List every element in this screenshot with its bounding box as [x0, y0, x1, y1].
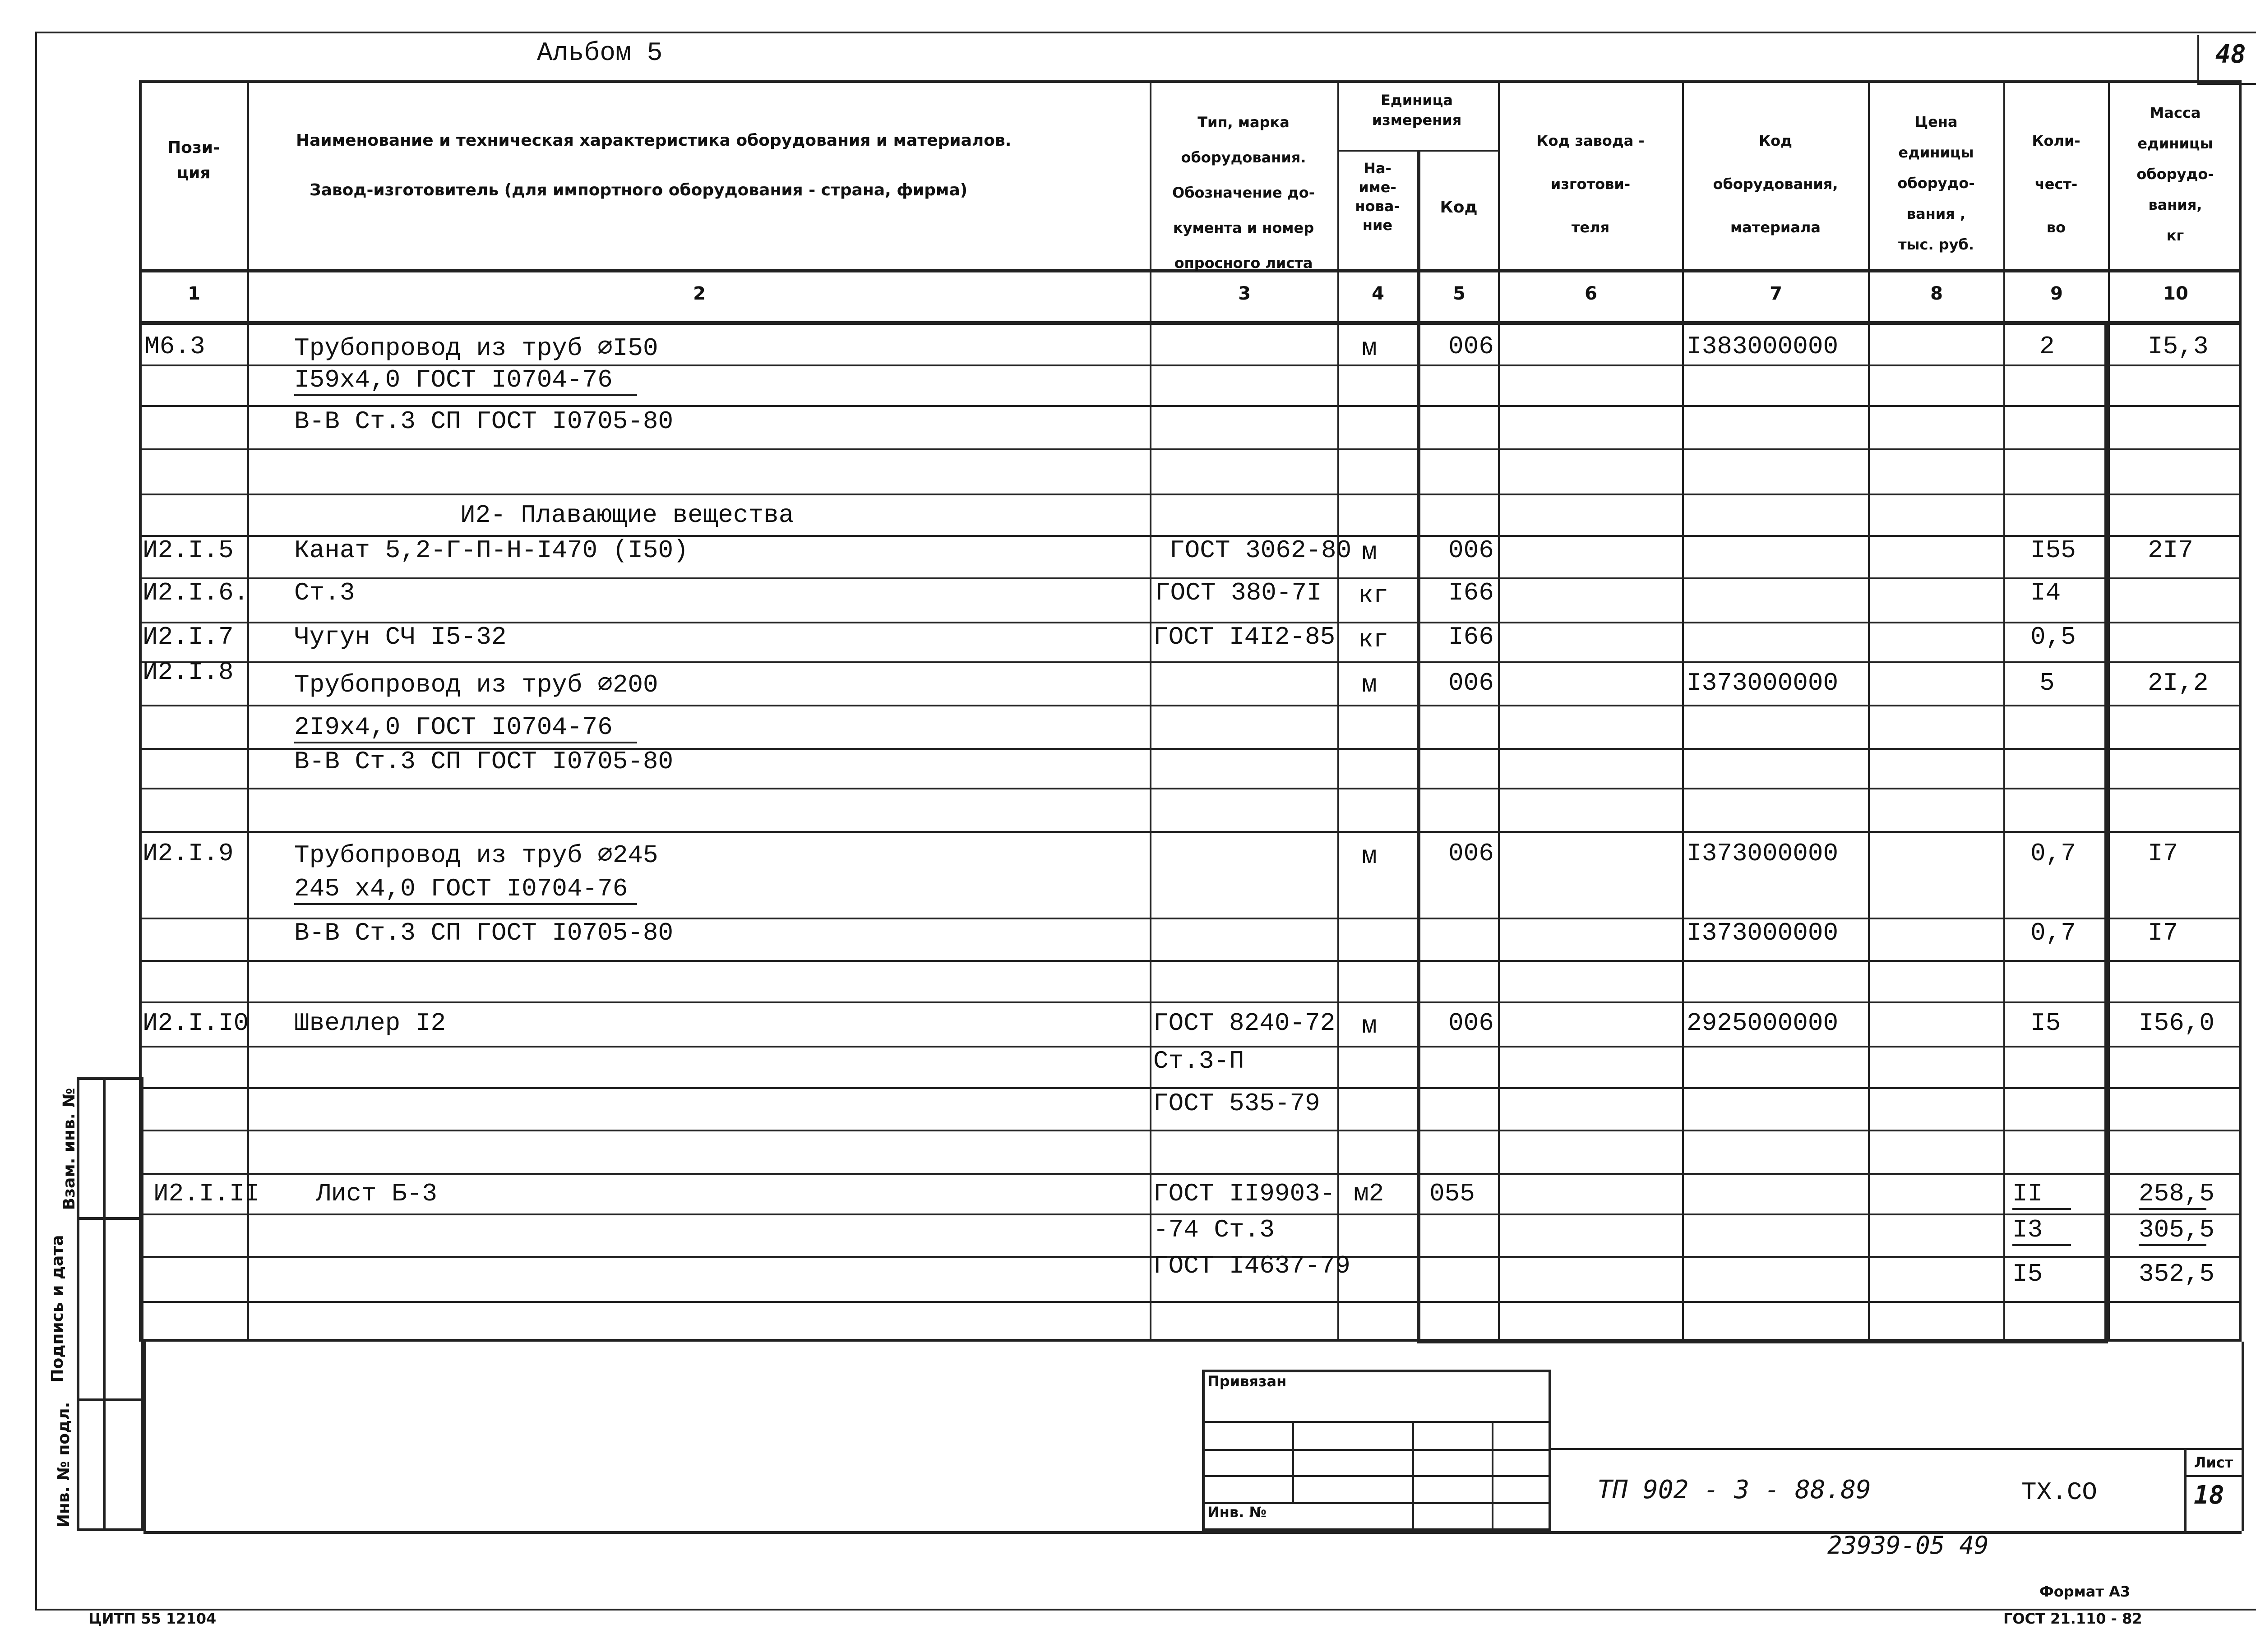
header-unit: Единица измерения: [1372, 92, 1462, 129]
cell-name: Чугун СЧ I5-32: [294, 623, 507, 651]
col-line-6: [1682, 80, 1684, 1342]
cell-name: Трубопровод из труб ⌀245: [294, 841, 658, 870]
col-line-4: [1417, 150, 1420, 1342]
colnum-5: 5: [1453, 283, 1465, 304]
cell-unit: м: [1362, 538, 1377, 567]
colnum-7: 7: [1770, 283, 1782, 304]
cell-document: ГОСТ 380-7I: [1155, 578, 1322, 607]
row-line: [139, 1173, 2242, 1175]
header-col5: Код: [1440, 198, 1478, 217]
cell-position: М6.3: [144, 332, 205, 361]
header-col4-line: На-: [1364, 160, 1392, 177]
cell-unit: м: [1362, 670, 1377, 699]
cell-mass: 305,5: [2139, 1215, 2206, 1246]
cell-name: В-В Ст.3 СП ГОСТ I0705-80: [294, 747, 674, 776]
stamp-vline: [1412, 1421, 1414, 1531]
cell-document: ГОСТ I4I2-85: [1153, 623, 1336, 651]
colnum-2: 2: [693, 283, 706, 304]
header-col6-line: Код завода -: [1536, 132, 1645, 149]
cell-mass: I5,3: [2148, 332, 2209, 361]
header-col2-line1: Наименование и техническая характеристика оборудования и материалов.: [296, 131, 1012, 150]
cell-document: Ст.3-П: [1153, 1047, 1244, 1075]
cell-unit-code: I66: [1448, 623, 1494, 651]
inv-no-label: Инв. №: [1207, 1504, 1267, 1521]
cell-quantity: I55: [2030, 536, 2076, 565]
list-number: 18: [2194, 1481, 2224, 1510]
header-col3-line: Обозначение до-: [1172, 184, 1315, 201]
cell-quantity: I4: [2030, 578, 2061, 607]
header-col4-line: нова-: [1355, 198, 1400, 215]
album-label: Альбом 5: [537, 39, 663, 68]
citp-label: ЦИТП 55 12104: [88, 1610, 217, 1627]
cell-name: Канат 5,2-Г-П-Н-I470 (I50): [294, 536, 689, 565]
privyazan-label: Привязан: [1207, 1373, 1287, 1390]
header-col7: [1684, 119, 1867, 249]
cell-unit-code: 006: [1448, 332, 1494, 361]
header-col7-line: материала: [1730, 219, 1821, 236]
cell-name: В-В Ст.3 СП ГОСТ I0705-80: [294, 407, 674, 436]
header-col10-line: Масса: [2150, 104, 2201, 121]
header-col8-line: вания ,: [1906, 205, 1966, 222]
header-col3-line: оборудования.: [1181, 149, 1306, 166]
row-line: [139, 831, 2242, 833]
colnum-8: 8: [1930, 283, 1943, 304]
cell-unit-code: 006: [1448, 536, 1494, 565]
header-col3: [1151, 105, 1336, 281]
cell-document: ГОСТ 535-79: [1153, 1089, 1320, 1118]
cell-quantity: 2: [2039, 332, 2055, 361]
colnum-10: 10: [2163, 283, 2188, 304]
cell-quantity: 0,7: [2030, 918, 2076, 947]
cell-material-code: I373000000: [1687, 918, 1839, 947]
stamp-vline: [1492, 1421, 1493, 1531]
handwritten-number: 23939-05 49: [1827, 1531, 1989, 1560]
cell-mass: I56,0: [2139, 1009, 2215, 1038]
cell-unit-code: 055: [1429, 1179, 1475, 1208]
cell-quantity: 0,7: [2030, 839, 2076, 868]
header-col8-line: Цена: [1914, 113, 1958, 130]
cell-quantity: I5: [2030, 1009, 2061, 1038]
cell-unit-code: 006: [1448, 1009, 1494, 1038]
cell-position: И2.I.6.: [143, 578, 249, 607]
cell-name: Лист Б-3: [316, 1179, 437, 1208]
colnum-1: 1: [188, 283, 200, 304]
cell-document: ГОСТ 3062-80: [1170, 536, 1352, 565]
col-line-9: [2108, 80, 2110, 1342]
col-line-1: [247, 80, 249, 1342]
cell-quantity: II: [2012, 1179, 2071, 1210]
binding-strip: [77, 1077, 143, 1531]
cell-unit: м2: [1354, 1179, 1384, 1208]
binding-strip-divider: [77, 1398, 143, 1401]
cell-position: И2.I.7: [143, 623, 234, 651]
header-col3-line: Тип, марка: [1197, 114, 1290, 131]
cell-name: I59х4,0 ГОСТ I0704-76: [294, 365, 637, 396]
page-corner-number: 48: [2215, 40, 2246, 69]
header-col1-line: ция: [176, 164, 211, 182]
header-col6: [1500, 119, 1681, 249]
header-col4-line: име-: [1359, 179, 1396, 196]
colnum-6: 6: [1585, 283, 1597, 304]
cell-unit-code: I66: [1448, 578, 1494, 607]
cell-unit-code: 006: [1448, 839, 1494, 868]
header-col2-line2: Завод-изготовитель (для импортного оборудования - страна, фирма): [310, 181, 968, 199]
format-label: Формат А3: [2039, 1583, 2131, 1600]
col-line-5: [1498, 80, 1500, 1342]
header-col1: [140, 135, 247, 186]
bottom-frame-right: [2242, 1342, 2244, 1531]
row-line: [139, 1001, 2242, 1003]
title-block-top: [1551, 1448, 2242, 1450]
cell-document: -74 Ст.3: [1153, 1215, 1275, 1244]
row-line: [139, 960, 2242, 962]
cell-material-code: 2925000000: [1687, 1009, 1839, 1038]
cell-position: И2.I.8: [143, 658, 234, 687]
side-label-vzam: Взам. инв. №: [60, 1088, 79, 1210]
cell-material-code: I373000000: [1687, 839, 1839, 868]
cell-position: И2.I.5: [143, 536, 234, 565]
document-mark: ТХ.СО: [2021, 1478, 2098, 1507]
header-col4-line: ние: [1362, 217, 1393, 234]
row-line: [139, 494, 2242, 495]
header-col8-line: тыс. руб.: [1898, 236, 1974, 253]
cell-document: ГОСТ 8240-72: [1153, 1009, 1336, 1038]
header-col4: [1339, 159, 1416, 235]
cell-name: Швеллер I2: [294, 1009, 446, 1038]
section-heading: И2- Плавающие вещества: [460, 501, 794, 530]
row-line: [139, 1130, 2242, 1131]
col-line-8: [2003, 80, 2005, 1342]
bottom-frame-left: [143, 1342, 146, 1531]
header-col8-line: единицы: [1898, 144, 1974, 161]
side-label-podpis: Подпись и дата: [48, 1235, 67, 1383]
cell-unit: кг: [1358, 625, 1389, 654]
cell-mass: I7: [2148, 918, 2178, 947]
stamp-line: [1202, 1421, 1551, 1423]
header-col6-line: теля: [1571, 219, 1610, 236]
stamp-vline: [1292, 1421, 1294, 1502]
list-label: Лист: [2194, 1454, 2233, 1471]
header-col8: [1870, 106, 2002, 260]
colnum-3: 3: [1238, 283, 1251, 304]
cell-mass: 2I,2: [2148, 669, 2209, 697]
cell-mass: 352,5: [2139, 1260, 2215, 1288]
bold-block-bottom: [1417, 1340, 2108, 1343]
binding-strip-split: [103, 1077, 106, 1531]
row-line: [139, 788, 2242, 789]
colnum-9: 9: [2050, 283, 2063, 304]
document-code: ТП 902 - 3 - 88.89: [1597, 1475, 1871, 1504]
cell-name: Трубопровод из труб ⌀I50: [294, 334, 658, 363]
cell-name: 245 х4,0 ГОСТ I0704-76: [294, 874, 637, 905]
cell-name: 2I9х4,0 ГОСТ I0704-76: [294, 713, 637, 743]
header-col10: [2110, 97, 2241, 251]
header-col7-line: оборудования,: [1713, 175, 1838, 193]
header-col10-line: единицы: [2137, 135, 2213, 152]
cell-unit: кг: [1358, 581, 1389, 610]
list-box-line: [2184, 1475, 2242, 1477]
header-col10-line: вания,: [2148, 196, 2202, 213]
cell-quantity: 0,5: [2030, 623, 2076, 651]
header-col9-line: во: [2046, 219, 2066, 236]
header-col3-line: опросного листа: [1174, 254, 1313, 272]
cell-name: В-В Ст.3 СП ГОСТ I0705-80: [294, 918, 674, 947]
cell-material-code: I383000000: [1687, 332, 1839, 361]
colnum-4: 4: [1372, 283, 1384, 304]
col-line-3: [1337, 80, 1339, 1342]
header-col7-line: Код: [1759, 132, 1792, 149]
cell-unit-code: 006: [1448, 669, 1494, 697]
row-line: [139, 1301, 2242, 1303]
row-line: [139, 705, 2242, 706]
cell-quantity: 5: [2039, 669, 2055, 697]
binding-strip-divider: [77, 1217, 143, 1220]
cell-document: ГОСТ I4637-79: [1153, 1251, 1350, 1280]
cell-document: ГОСТ II9903-: [1153, 1179, 1336, 1208]
bold-block-right: [2104, 321, 2108, 1342]
stamp-line: [1202, 1449, 1551, 1451]
side-label-inv-podl: Инв. № подл.: [55, 1402, 73, 1528]
header-col6-line: изготови-: [1550, 175, 1631, 193]
cell-mass: I7: [2148, 839, 2178, 868]
header-col10-line: кг: [2166, 227, 2184, 244]
header-col8-line: оборудо-: [1897, 175, 1975, 192]
cell-name: Трубопровод из труб ⌀200: [294, 670, 658, 699]
row-line: [139, 661, 2242, 663]
cell-position: И2.I.I0: [143, 1009, 249, 1038]
cell-unit: м: [1362, 842, 1377, 871]
cell-mass: 258,5: [2139, 1179, 2206, 1210]
colnum-bottom-line: [139, 321, 2242, 325]
col-line-7: [1868, 80, 1870, 1342]
gost-label: ГОСТ 21.110 - 82: [2003, 1610, 2142, 1627]
header-col9-line: Коли-: [2032, 132, 2080, 149]
header-col9: [2005, 119, 2107, 249]
cell-unit: м: [1362, 334, 1377, 363]
header-col9-line: чест-: [2034, 175, 2078, 193]
cell-unit: м: [1362, 1011, 1377, 1040]
cell-position: И2.I.II: [153, 1179, 260, 1208]
header-col10-line: оборудо-: [2136, 166, 2214, 183]
cell-mass: 2I7: [2148, 536, 2193, 565]
row-line: [139, 448, 2242, 450]
cell-name: Ст.3: [294, 578, 355, 607]
cell-quantity: I5: [2012, 1260, 2043, 1288]
header-col3-line: кумента и номер: [1173, 219, 1314, 236]
stamp-line: [1202, 1475, 1551, 1477]
cell-position: И2.I.9: [143, 839, 234, 868]
cell-quantity: I3: [2012, 1215, 2071, 1246]
cell-material-code: I373000000: [1687, 669, 1839, 697]
header-col1-line: Пози-: [167, 138, 220, 157]
